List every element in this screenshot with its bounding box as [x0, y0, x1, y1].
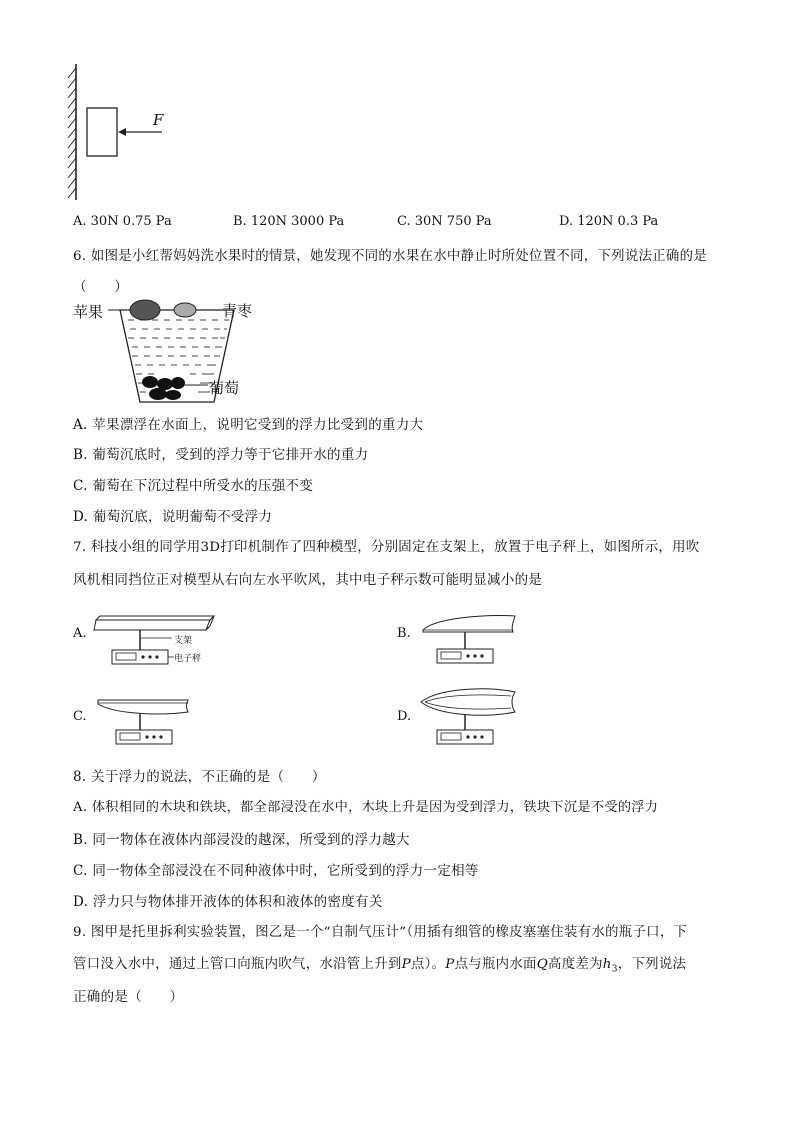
- point-p-label: P: [401, 957, 411, 972]
- apple: [130, 300, 160, 320]
- model-c-figure: [90, 690, 200, 748]
- q8-option-b: B. 同一物体在液体内部浸没的越深，所受到的浮力越大: [73, 832, 410, 848]
- wall-hatching: [68, 64, 76, 200]
- q9-stem-line2: [73, 953, 686, 975]
- q6-option-c: C. 葡萄在下沉过程中所受水的压强不变: [73, 478, 314, 494]
- q6-option-a: A. 苹果漂浮在水面上，说明它受到的浮力比受到的重力大: [73, 417, 424, 433]
- q9-line2-part-b: 点）。: [410, 957, 446, 972]
- q7-option-d-label: D.: [397, 709, 412, 724]
- q9-line2-part-d: 高度差为: [548, 957, 603, 972]
- q7-stem-line2: 风机相同挡位正对模型从右向左水平吹风，其中电子秤示数可能明显减小的是: [73, 572, 543, 588]
- q9-stem-line1: 9. 图甲是托里拆利实验装置，图乙是一个“自制气压计”（用插有细管的橡皮塞塞住装有水的瓶子口，下: [73, 925, 688, 940]
- q9-line2-part-e: ，下列说法: [617, 957, 687, 972]
- height-subscript: 3: [611, 964, 618, 975]
- q5-option-d: D. 120N 0.3 Pa: [559, 214, 659, 229]
- q8-option-a: A. 体积相同的木块和铁块，都全部浸没在水中，木块上升是因为受到浮力，铁块下沉是不受的浮力: [73, 800, 659, 815]
- q5-wall-block-figure: [60, 60, 190, 205]
- label-apple: 苹果: [73, 303, 104, 321]
- q6-option-b: B. 葡萄沉底时，受到的浮力等于它排开水的重力: [73, 447, 369, 463]
- block: [87, 108, 117, 156]
- model-a-figure: [90, 612, 240, 668]
- q6-stem-line2: （ ）: [73, 279, 129, 295]
- force-label: F: [153, 111, 164, 129]
- label-scale: 电子秤: [174, 654, 202, 664]
- q7-option-b-label: B.: [397, 626, 411, 641]
- q9-stem-line3: 正确的是（ ）: [73, 989, 184, 1005]
- q6-option-d: D. 葡萄沉底，说明葡萄不受浮力: [73, 509, 273, 525]
- q8-stem: 8. 关于浮力的说法，不正确的是（ ）: [73, 769, 326, 785]
- q5-option-a: A. 30N 0.75 Pa: [73, 214, 172, 229]
- q7-option-a-label: A.: [73, 626, 87, 641]
- label-support: 支架: [174, 636, 193, 646]
- q5-option-c: C. 30N 750 Pa: [397, 214, 492, 229]
- q5-option-b: B. 120N 3000 Pa: [233, 214, 345, 229]
- q9-line2-part-c: 点与瓶内水面: [454, 957, 537, 972]
- jujube: [174, 303, 196, 317]
- q9-line2-part-a: 管口没入水中，通过上管口向瓶内吹气，水沿管上升到: [73, 957, 402, 972]
- q7-stem-line1: 7. 科技小组的同学用3D打印机制作了四种模型，分别固定在支架上，放置于电子秤上，如图所示，用吹: [73, 540, 700, 555]
- surface-q-label: Q: [536, 957, 549, 972]
- height-h-label: h: [602, 957, 612, 972]
- label-jujube: 青枣: [222, 302, 253, 320]
- q6-stem-line1: 6. 如图是小红帮妈妈洗水果时的情景，她发现不同的水果在水中静止时所处位置不同，下列说法正确的是: [73, 249, 708, 264]
- label-grape: 葡萄: [209, 379, 240, 397]
- q8-option-c: C. 同一物体全部浸没在不同种液体中时，它所受到的浮力一定相等: [73, 863, 479, 879]
- q8-option-d: D. 浮力只与物体排开液体的体积和液体的密度有关: [73, 894, 383, 910]
- point-p-label-2: P: [445, 957, 455, 972]
- model-d-figure: [415, 684, 525, 748]
- q7-option-c-label: C.: [73, 709, 87, 724]
- model-b-figure: [415, 610, 525, 668]
